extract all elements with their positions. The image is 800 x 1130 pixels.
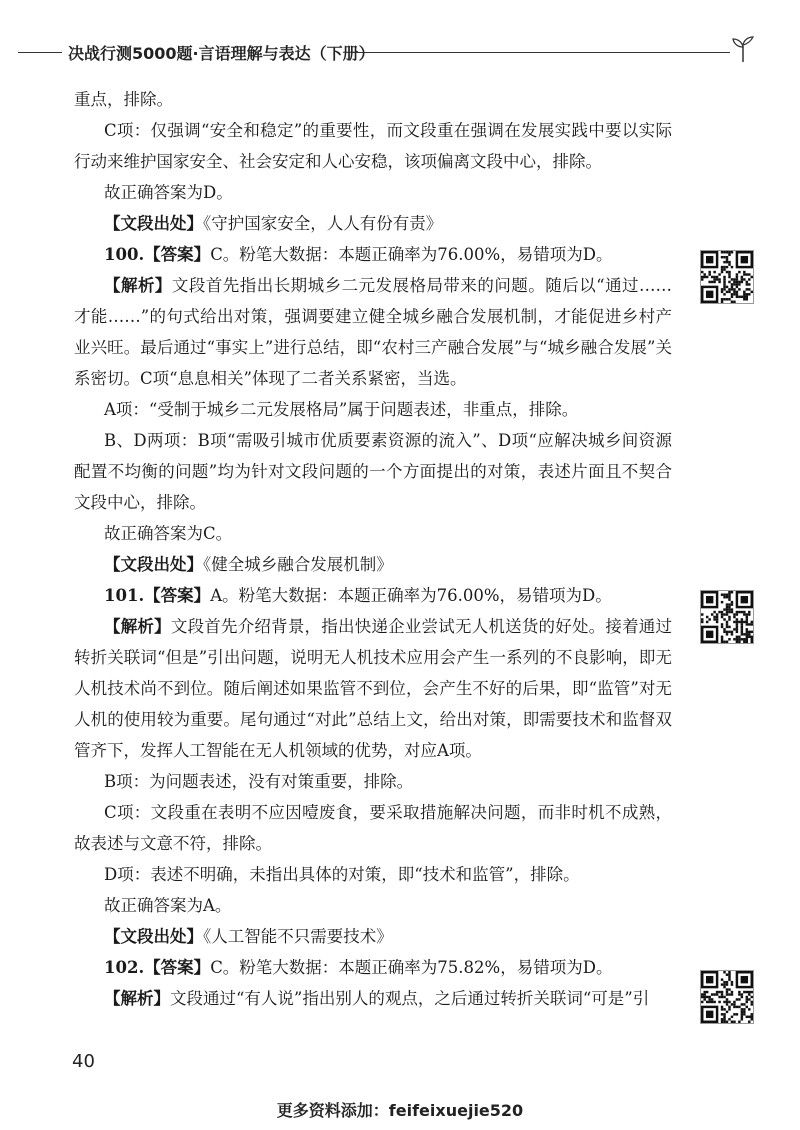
source-line: 【文段出处】《健全城乡融合发展机制》 xyxy=(104,555,393,574)
label: 【解析】 xyxy=(104,276,172,295)
paragraph: 故正确答案为C。 xyxy=(104,524,233,543)
header-title: 决战行测5000题·言语理解与表达（下册） xyxy=(68,44,375,63)
answer-line: 102.【答案】C。粉笔大数据：本题正确率为75.82%，易错项为D。 xyxy=(104,958,613,977)
paragraph: C项：仅强调“安全和稳定”的重要性，而文段重在强调在发展实践中要以实际行动来维护国家安全、社会安定和人心安稳，该项偏离文段中心，排除。 xyxy=(74,121,672,171)
paragraph: 重点，排除。 xyxy=(74,90,173,109)
running-header xyxy=(0,40,800,64)
paragraph: A项：“受制于城乡二元发展格局”属于问题表述，非重点，排除。 xyxy=(104,400,579,419)
paragraph: D项：表述不明确，未指出具体的对策，即“技术和监管”，排除。 xyxy=(104,865,580,884)
qr-code-icon[interactable] xyxy=(700,590,754,644)
header-rule-left xyxy=(18,52,62,53)
sprout-icon xyxy=(728,34,758,64)
page-number: 40 xyxy=(72,1051,95,1072)
label: 101.【答案】 xyxy=(104,586,211,605)
paragraph: 故正确答案为A。 xyxy=(104,896,232,915)
label: 【解析】 xyxy=(104,617,171,636)
label: 【文段出处】 xyxy=(104,927,203,946)
qr-code-icon[interactable] xyxy=(700,970,754,1024)
label: 【文段出处】 xyxy=(104,214,203,233)
paragraph: B、D两项：B项“需吸引城市优质要素资源的流入”、D项“应解决城乡间资源配置不均衡的问题”均为针对文段问题的一个方面提出的对策，表述片面且不契合文段中心，排除。 xyxy=(74,431,672,512)
paragraph: B项：为问题表述，没有对策重要，排除。 xyxy=(104,772,414,791)
footer-note: 更多资料添加：feifeixuejie520 xyxy=(276,1101,524,1120)
page-body xyxy=(74,84,672,1014)
source-line: 【文段出处】《人工智能不只需要技术》 xyxy=(104,927,393,946)
label: 【文段出处】 xyxy=(104,555,203,574)
qr-code-icon[interactable] xyxy=(700,250,754,304)
analysis-paragraph: 【解析】文段首先介绍背景，指出快递企业尝试无人机送货的好处。接着通过转折关联词“但是”引出问题，说明无人机技术应用会产生一系列的不良影响，即无人机技术尚不到位。随后阐述如果监管不到位，会产生不好的后果，即“监管”对无人机的使用较为重要。尾句通过“对此”总结上文，给出对策，即需要技术和监督双管齐下，发挥人工智能在无人机领域的优势，对应A项。 xyxy=(74,617,673,760)
paragraph: C项：文段重在表明不应因噎废食，要采取措施解决问题，而非时机不成熟，故表述与文意不符，排除。 xyxy=(74,803,672,853)
label: 【解析】 xyxy=(104,989,170,1008)
answer-line: 100.【答案】C。粉笔大数据：本题正确率为76.00%，易错项为D。 xyxy=(104,245,613,264)
header-rule-right xyxy=(352,52,730,53)
paragraph: 故正确答案为D。 xyxy=(104,183,233,202)
label: 100.【答案】 xyxy=(104,245,211,264)
label: 102.【答案】 xyxy=(104,958,211,977)
analysis-paragraph: 【解析】文段通过“有人说”指出别人的观点，之后通过转折关联词“可是”引 xyxy=(104,989,650,1008)
answer-line: 101.【答案】A。粉笔大数据：本题正确率为76.00%，易错项为D。 xyxy=(104,586,612,605)
source-line: 【文段出处】《守护国家安全，人人有份有责》 xyxy=(104,214,443,233)
analysis-paragraph: 【解析】文段首先指出长期城乡二元发展格局带来的问题。随后以“通过……才能……”的句式给出对策，强调要建立健全城乡融合发展机制，才能促进乡村产业兴旺。最后通过“事实上”进行总结，即“农村三产融合发展”与“城乡融合发展”关系密切。C项“息息相关”体现了二者关系紧密，当选。 xyxy=(74,276,673,388)
